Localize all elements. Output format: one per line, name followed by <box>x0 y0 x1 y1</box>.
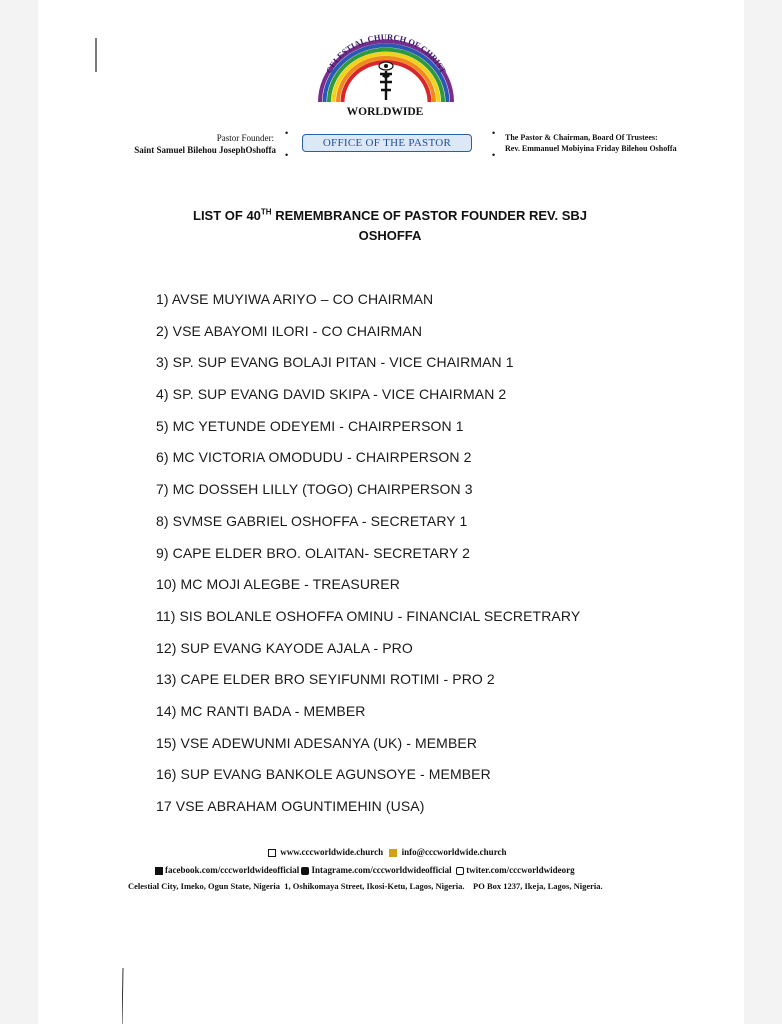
list-item: 8) SVMSE GABRIEL OSHOFFA - SECRETARY 1 <box>156 512 468 529</box>
founder-role: Pastor Founder: <box>216 133 274 143</box>
instagram-icon <box>301 867 309 875</box>
list-item: 17 VSE ABRAHAM OGUNTIMEHIN (USA) <box>156 798 425 814</box>
footer-twitter[interactable]: twiter.com/cccworldwideorg <box>466 865 575 875</box>
list-item: 14) MC RANTI BADA - MEMBER <box>156 702 366 719</box>
list-item: 3) SP. SUP EVANG BOLAJI PITAN - VICE CHAIRMAN 1 <box>156 354 514 371</box>
pen-mark <box>93 38 99 72</box>
footer-address-3: PO Box 1237, Ikeja, Lagos, Nigeria. <box>473 881 603 891</box>
list-item: 6) MC VICTORIA OMODUDU - CHAIRPERSON 2 <box>156 449 472 466</box>
committee-list <box>156 288 580 827</box>
chair-name: Rev. Emmanuel Mobiyina Friday Bilehou Oshoffa <box>505 144 677 153</box>
list-item: 9) CAPE ELDER BRO. OLAITAN- SECRETARY 2 <box>156 544 471 561</box>
list-item: 11) SIS BOLANLE OSHOFFA OMINU - FINANCIAL SECRETRARY <box>156 607 581 624</box>
list-item: 13) CAPE ELDER BRO SEYIFUNMI ROTIMI - PRO 2 <box>156 671 495 688</box>
title-line-1: LIST OF 40TH REMEMBRANCE OF PASTOR FOUNDER REV. SBJ <box>193 207 587 223</box>
document-title <box>160 206 620 246</box>
footer-website[interactable]: www.cccworldwide.church <box>280 847 384 857</box>
worldwide-label: WORLDWIDE <box>346 106 424 118</box>
separator-dots-left: • • <box>285 128 289 160</box>
logo-arc-text: CELESTIAL CHURCH OF CHRIST <box>323 31 449 75</box>
mail-icon <box>389 849 397 857</box>
list-item: 7) MC DOSSEH LILLY (TOGO) CHAIRPERSON 3 <box>156 481 473 498</box>
list-item: 16) SUP EVANG BANKOLE AGUNSOYE - MEMBER <box>156 766 491 783</box>
footer-contact-line <box>268 847 507 857</box>
list-item: 5) MC YETUNDE ODEYEMI - CHAIRPERSON 1 <box>156 417 464 434</box>
facebook-icon <box>155 867 163 875</box>
list-item: 10) MC MOJI ALEGBE - TREASURER <box>156 576 400 593</box>
page-margin-right <box>744 0 782 1024</box>
footer-facebook[interactable]: facebook.com/cccworldwideofficial <box>165 865 300 875</box>
founder-name: Saint Samuel Bilehou JosephOshoffa <box>134 145 276 155</box>
eye-cross-icon <box>379 62 393 100</box>
footer-address-2: 1, Oshikomaya Street, Ikosi-Ketu, Lagos, Nigeria. <box>284 881 465 891</box>
list-item: 12) SUP EVANG KAYODE AJALA - PRO <box>156 639 413 656</box>
chair-role: The Pastor & Chairman, Board Of Trustees: <box>505 133 658 142</box>
title-line-2: OSHOFFA <box>358 228 422 243</box>
footer-instagram[interactable]: Intagrame.com/cccworldwideofficial <box>311 865 452 875</box>
list-item: 1) AVSE MUYIWA ARIYO – CO CHAIRMAN <box>156 291 434 307</box>
list-item: 4) SP. SUP EVANG DAVID SKIPA - VICE CHAIRMAN 2 <box>156 386 507 403</box>
chairman-block <box>505 132 705 154</box>
pastor-founder-block <box>104 132 276 156</box>
footer-email[interactable]: info@cccworldwide.church <box>401 847 507 857</box>
office-of-the-pastor-badge: OFFICE OF THE PASTOR <box>302 134 472 152</box>
list-item: 2) VSE ABAYOMI ILORI - CO CHAIRMAN <box>156 322 423 339</box>
page-margin-left <box>0 0 38 1024</box>
list-item: 15) VSE ADEWUNMI ADESANYA (UK) - MEMBER <box>156 734 478 751</box>
twitter-icon <box>456 867 464 875</box>
web-icon <box>268 849 276 857</box>
pen-mark-bottom <box>122 968 124 1024</box>
separator-dots-right: • • <box>492 128 496 160</box>
footer-social-line <box>155 865 575 875</box>
church-logo <box>310 22 462 104</box>
footer-address-1: Celestial City, Imeko, Ogun State, Nigeria <box>128 881 281 891</box>
footer-address-line <box>128 881 603 891</box>
